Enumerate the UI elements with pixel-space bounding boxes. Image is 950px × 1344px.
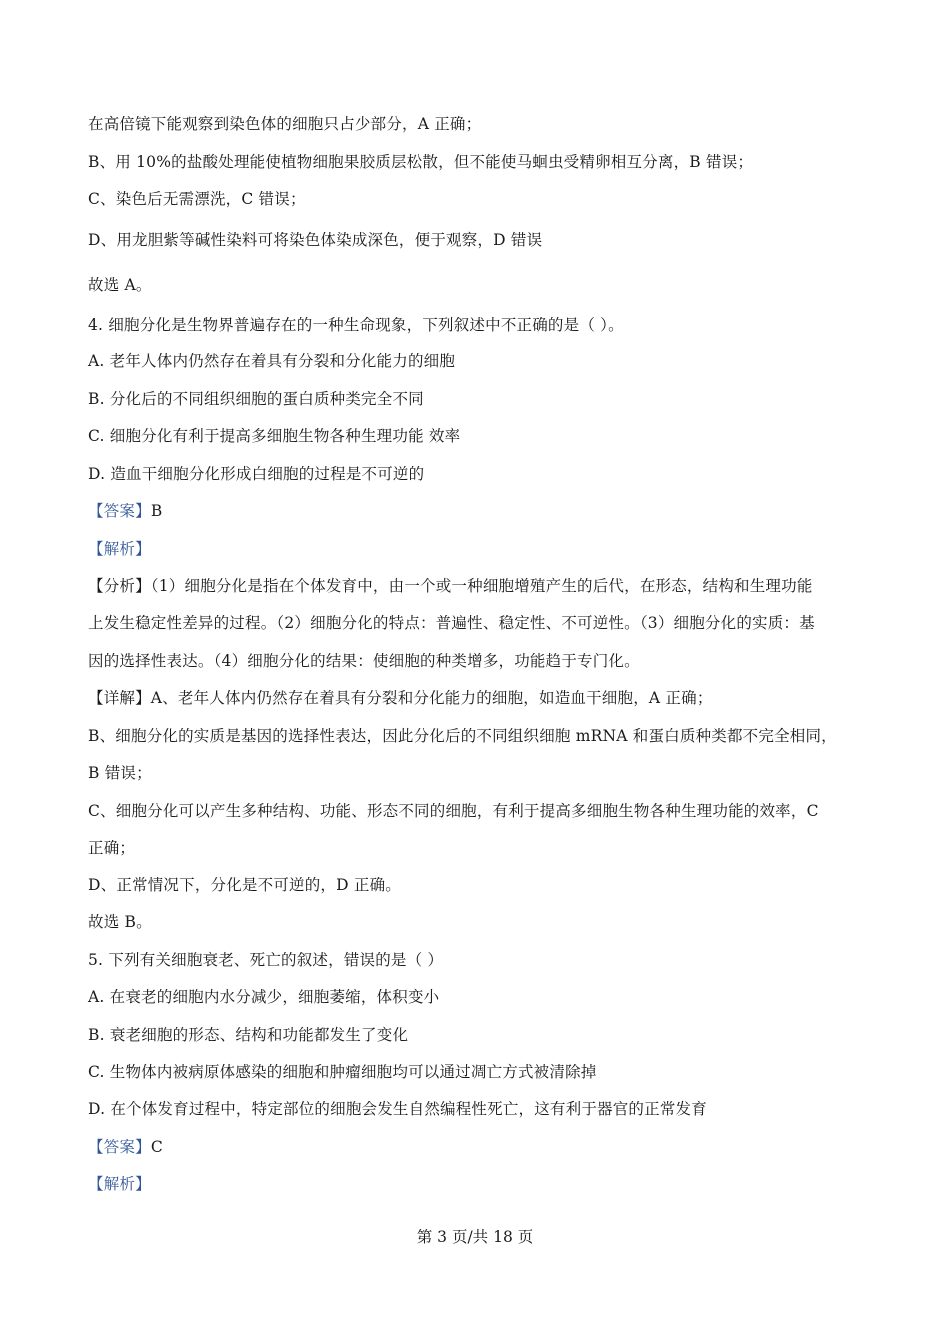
- text-line: 故选 B。: [88, 913, 152, 931]
- analysis-tag: 【解析】: [88, 540, 151, 558]
- page-footer: 第 3 页/共 18 页: [416, 1228, 534, 1246]
- text-line: 【详解】A、老年人体内仍然存在着具有分裂和分化能力的细胞，如造血干细胞，A 正确；: [88, 689, 713, 707]
- text-line: 正确；: [88, 839, 136, 857]
- answer-value: B: [150, 502, 163, 520]
- question-4-stem: 4. 细胞分化是生物界普遍存在的一种生命现象，下列叙述中不正确的是（ ）。: [88, 316, 624, 334]
- answer-value: C: [150, 1138, 163, 1156]
- answer-line: [88, 500, 162, 522]
- question-4-option-a: A. 老年人体内仍然存在着具有分裂和分化能力的细胞: [88, 352, 456, 370]
- question-5-option-a: A. 在衰老的细胞内水分减少，细胞萎缩，体积变小: [88, 988, 440, 1006]
- text-line: C、染色后无需漂洗，C 错误；: [88, 190, 306, 208]
- question-4-option-d: D. 造血干细胞分化形成白细胞的过程是不可逆的: [88, 465, 425, 483]
- text-line: 上发生稳定性差异的过程。（2）细胞分化的特点：普遍性、稳定性、不可逆性。（3）细胞分化的实质：基: [88, 614, 815, 632]
- text-line: B、用 10%的盐酸处理能使植物细胞果胶质层松散，但不能使马蛔虫受精卵相互分离，B 错误；: [88, 153, 754, 171]
- text-line: D、正常情况下，分化是不可逆的，D 正确。: [88, 876, 401, 894]
- text-line: 故选 A。: [88, 276, 152, 294]
- question-5-stem: 5. 下列有关细胞衰老、死亡的叙述，错误的是（ ）: [88, 951, 444, 969]
- text-line: 因的选择性表达。（4）细胞分化的结果：使细胞的种类增多，功能趋于专门化。: [88, 652, 640, 670]
- analysis-tag: 【解析】: [88, 1175, 151, 1193]
- question-4-option-c: C. 细胞分化有利于提高多细胞生物各种生理功能 效率: [88, 427, 461, 445]
- answer-tag: 【答案】: [88, 1138, 151, 1156]
- text-line: B 错误；: [88, 764, 152, 782]
- text-line: D、用龙胆紫等碱性染料可将染色体染成深色，便于观察，D 错误: [88, 231, 543, 249]
- answer-line: [88, 1136, 163, 1158]
- question-4-option-b: B. 分化后的不同组织细胞的蛋白质种类完全不同: [88, 390, 424, 408]
- text-line: 【分析】（1）细胞分化是指在个体发育中，由一个或一种细胞增殖产生的后代，在形态，结构和生理功能: [88, 577, 813, 595]
- question-5-option-c: C. 生物体内被病原体感染的细胞和肿瘤细胞均可以通过凋亡方式被清除掉: [88, 1063, 597, 1081]
- question-5-option-b: B. 衰老细胞的形态、结构和功能都发生了变化: [88, 1026, 409, 1044]
- text-line: 在高倍镜下能观察到染色体的细胞只占少部分，A 正确；: [88, 115, 482, 133]
- text-line: B、细胞分化的实质是基因的选择性表达，因此分化后的不同组织细胞 mRNA 和蛋白质种类都不完全相同，: [88, 727, 837, 745]
- text-line: C、细胞分化可以产生多种结构、功能、形态不同的细胞，有利于提高多细胞生物各种生理功能的效率，C: [88, 802, 819, 820]
- question-5-option-d: D. 在个体发育过程中，特定部位的细胞会发生自然编程性死亡，这有利于器官的正常发育: [88, 1100, 707, 1118]
- answer-tag: 【答案】: [88, 502, 151, 520]
